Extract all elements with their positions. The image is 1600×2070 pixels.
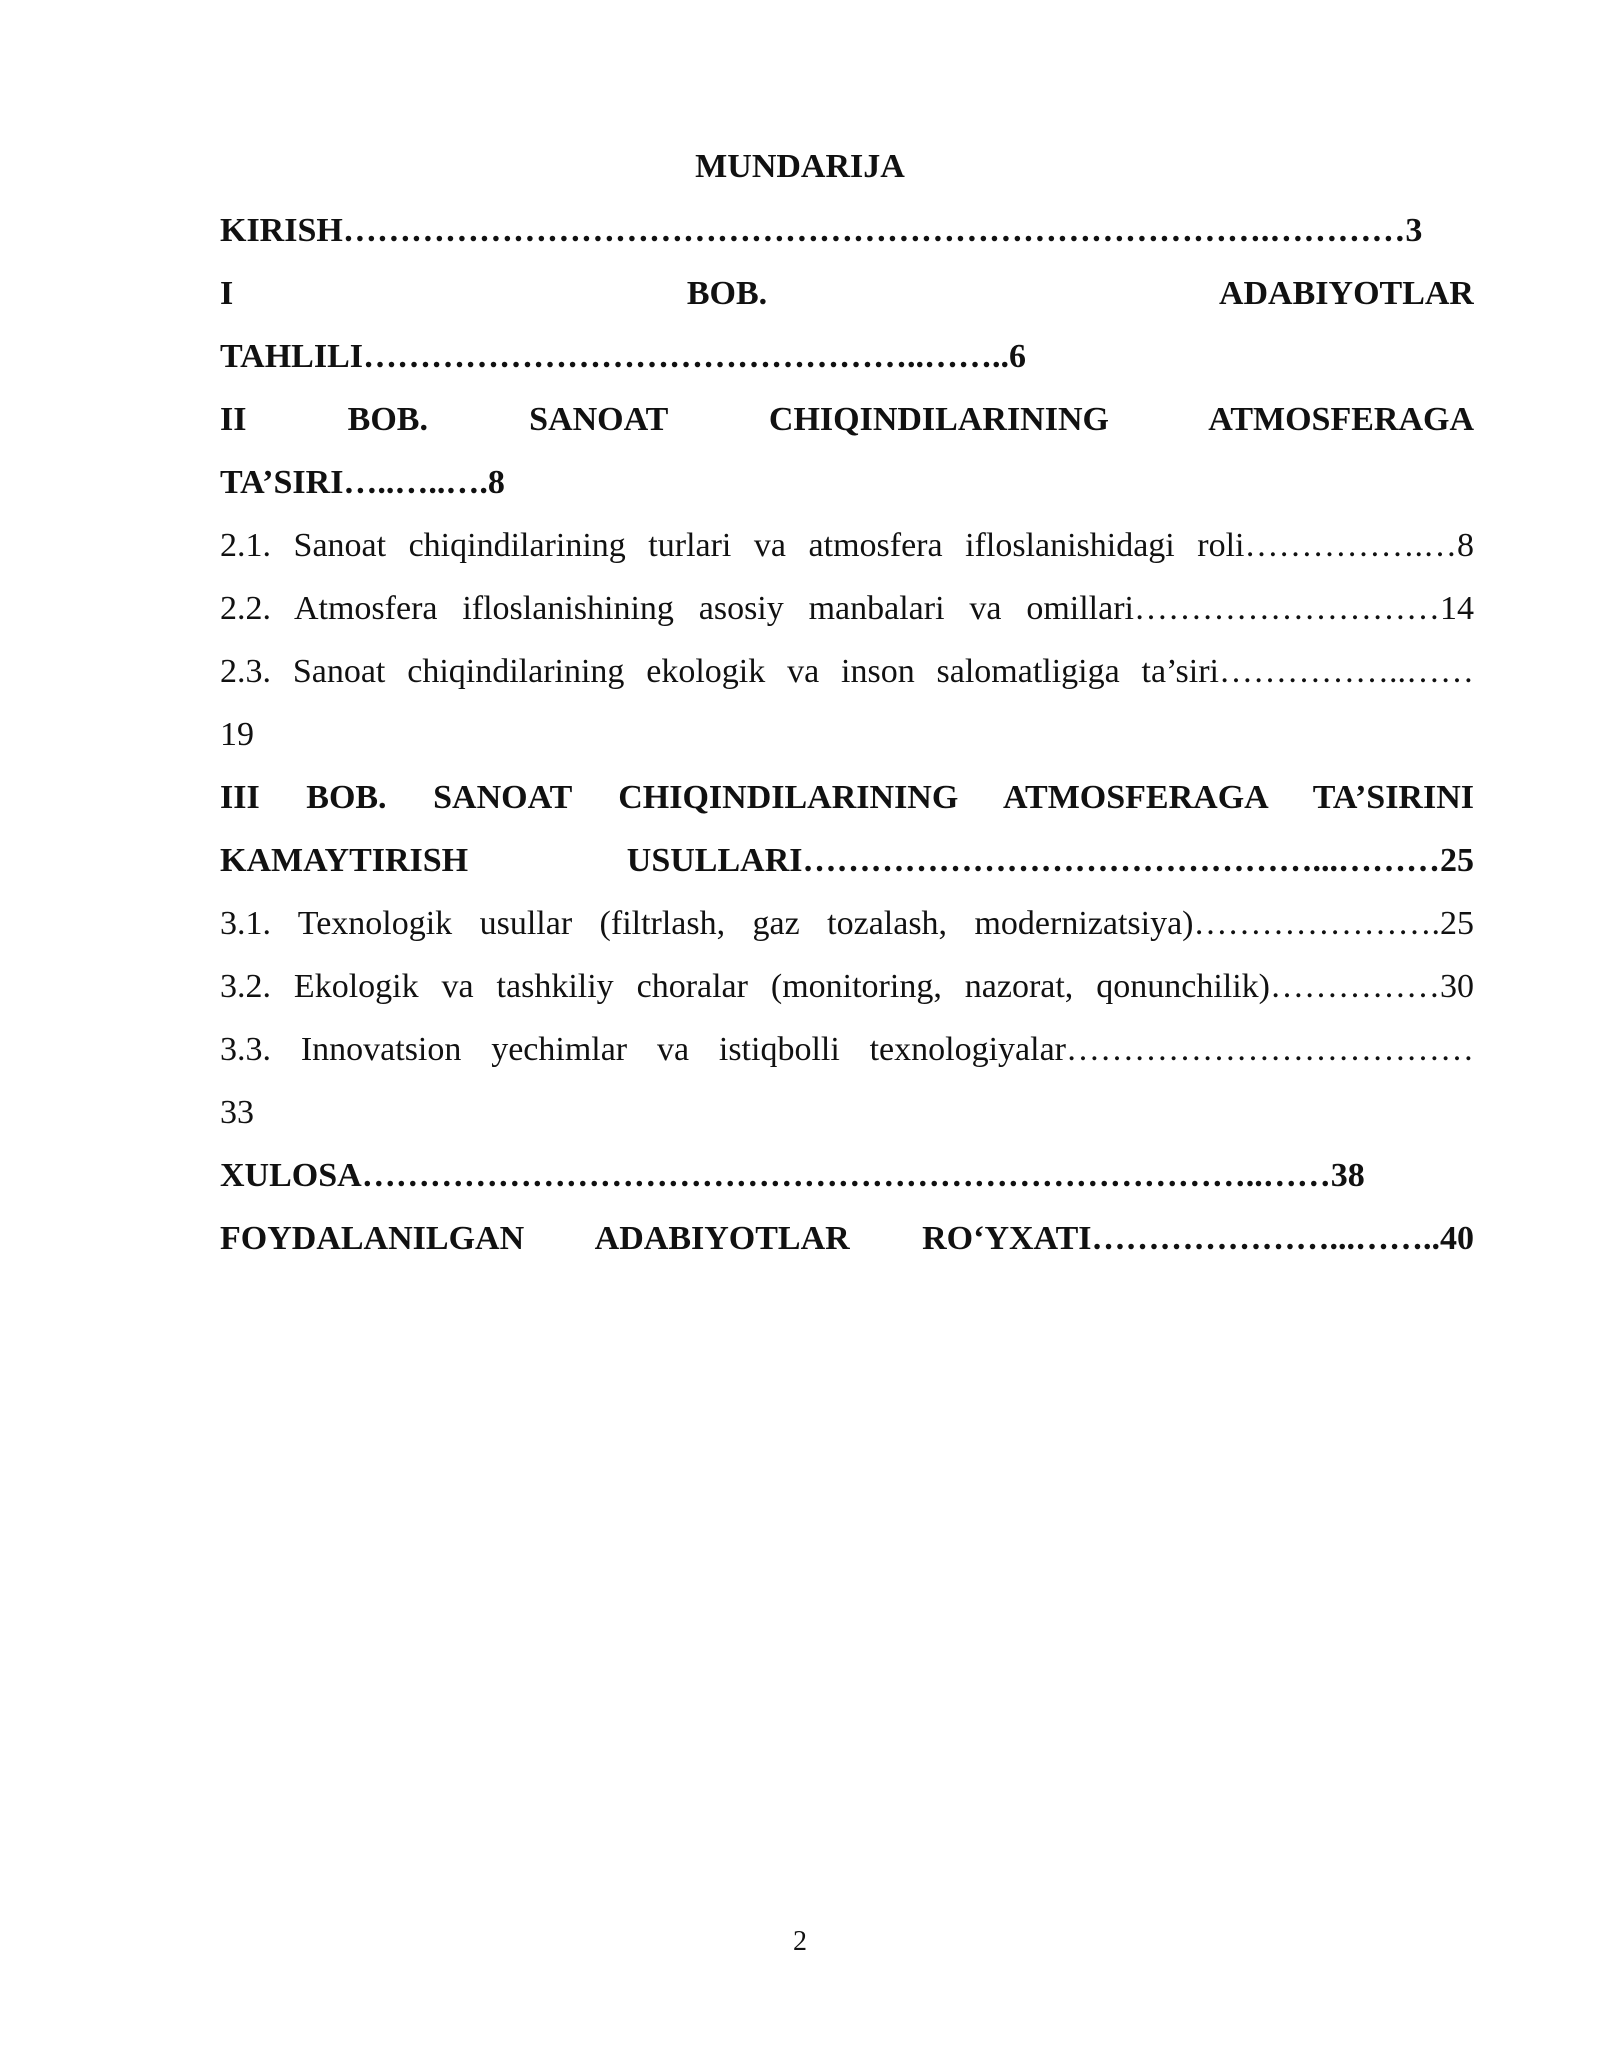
toc-entry-section-3-3-page: 33 bbox=[220, 1094, 254, 1131]
toc-entry-chapter-3-continued: KAMAYTIRISH USULLARI………………………………………...………25 bbox=[220, 842, 1474, 879]
toc-entry-section-2-3-page: 19 bbox=[220, 716, 254, 753]
toc-entry-bibliography: FOYDALANILGAN ADABIYOTLAR RO‘YXATI…………………...……..40 bbox=[220, 1220, 1474, 1257]
toc-entry-section-2-3: 2.3. Sanoat chiqindilarining ekologik va inson salomatligiga ta’siri……………..…… bbox=[220, 653, 1474, 690]
page-number: 2 bbox=[793, 1926, 807, 1957]
toc-entry-section-3-3: 3.3. Innovatsion yechimlar va istiqbolli texnologiyalar……………………………… bbox=[220, 1031, 1474, 1068]
toc-entry-chapter-3-heading: III BOB. SANOAT CHIQINDILARINING ATMOSFERAGA TA’SIRINI bbox=[220, 779, 1474, 816]
page-title: MUNDARIJA bbox=[695, 148, 905, 185]
toc-entry-chapter-2-heading: II BOB. SANOAT CHIQINDILARINING ATMOSFERAGA bbox=[220, 401, 1474, 438]
toc-entry-section-3-2: 3.2. Ekologik va tashkiliy choralar (monitoring, nazorat, qonunchilik)……………30 bbox=[220, 968, 1474, 1005]
toc-entry-section-3-1: 3.1. Texnologik usullar (filtrlash, gaz tozalash, modernizatsiya)………………….25 bbox=[220, 905, 1474, 942]
toc-entry-section-2-1: 2.1. Sanoat chiqindilarining turlari va atmosfera ifloslanishidagi roli…………….…8 bbox=[220, 527, 1474, 564]
toc-entry-chapter-2-continued: TA’SIRI…..…..….8 bbox=[220, 464, 505, 501]
toc-entry-chapter-1-heading: I BOB. ADABIYOTLAR bbox=[220, 275, 1474, 312]
toc-entry-section-2-2: 2.2. Atmosfera ifloslanishining asosiy manbalari va omillari………………………14 bbox=[220, 590, 1474, 627]
toc-entry-xulosa: XULOSA……………………………………………………………………..……38 bbox=[220, 1157, 1365, 1194]
toc-entry-kirish: KIRISH……………………………………………………………………….…………3 bbox=[220, 212, 1423, 249]
toc-entry-chapter-1-continued: TAHLILI…………………………………………..……..6 bbox=[220, 338, 1026, 375]
